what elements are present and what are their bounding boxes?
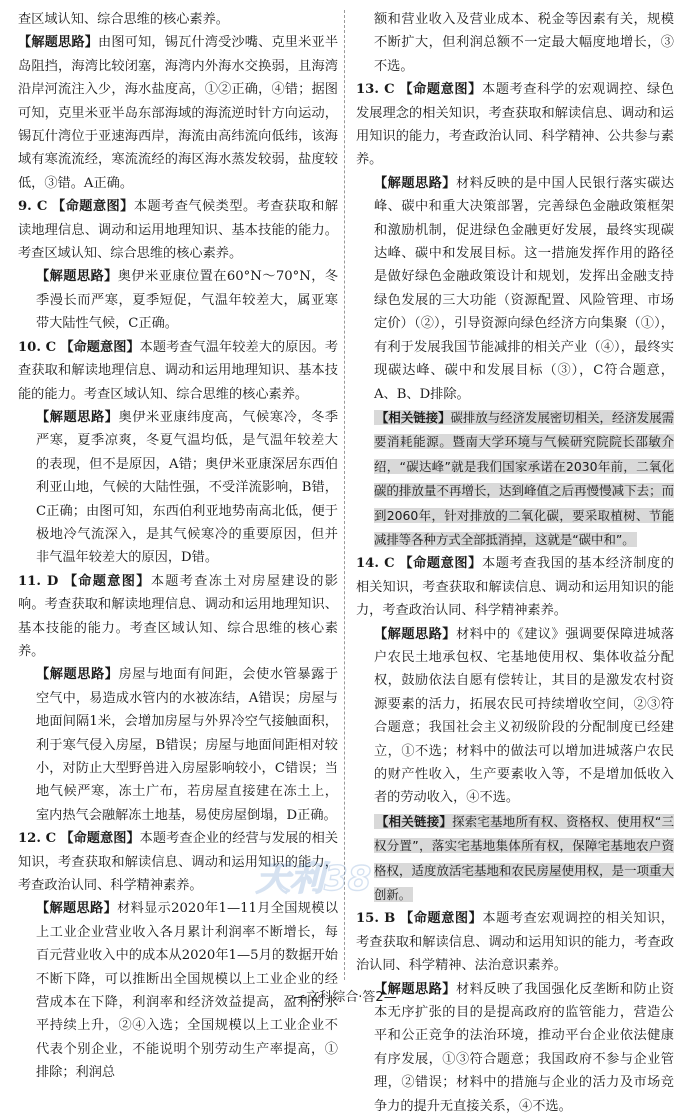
intent-text: 本题考查企业的经营与发展的相关知识，考查获取和解读信息、调动和运用知识的能力，考查政治认同、科学精神素养。 <box>18 831 339 894</box>
paragraph: 额和营业收入及营业成本、税金等因素有关，规模不断扩大，但利润总额不一定最大幅度地增长，③不选。 <box>374 12 674 74</box>
solution-text: 房屋与地面有间距，会使水管暴露于空气中，易造成水管内的水被冻结，A错误；房屋与地面间隔1米，会增加房屋与外界冷空气接触面积，利于寒气侵入房屋，B错误；房屋与地面间距相对较小，对防止大型野兽进入房屋影响较小，C错误；当地气候严寒，冻土广布，若房屋直接建在冻土上，室内热气会融解冻土地基，易使房屋倒塌，D正确。 <box>36 667 339 823</box>
question-number: 13. C <box>356 82 395 98</box>
question-15 <box>356 907 674 977</box>
solution-paragraph <box>18 31 338 195</box>
question-number: 15. B <box>356 911 396 927</box>
solution-tag: 【解题思路】 <box>374 175 456 191</box>
question-12 <box>18 827 338 897</box>
solution-paragraph <box>18 663 338 827</box>
solution-text: 由图可知，锡瓦什湾受沙嘴、克里米亚半岛阻挡，海湾比较闭塞，海湾内外海水交换弱，且海湾沿岸河流注入少，海水盐度高，①②正确，④错；据图可知，克里米亚半岛东部海域的海流逆时针方向运动，锡瓦什湾位于亚速海西岸，海流由高纬流向低纬，该海域有寒流流经，寒流流经的海区海水蒸发较弱，盐度较低，③错。A正确。 <box>18 35 339 191</box>
intent-text: 本题考查宏观调控的相关知识，考查获取和解读信息、调动和运用知识的能力，考查政治认同、科学精神、法治意识素养。 <box>356 911 674 974</box>
intent-tag: 【命题意图】 <box>399 556 482 572</box>
intent-tag: 【命题意图】 <box>51 199 134 215</box>
solution-paragraph <box>18 406 338 570</box>
solution-text: 奥伊米亚康纬度高，气候寒冷，冬季严寒，夏季凉爽，冬夏气温均低，是气温年较差大的表现，但不是原因，A错；奥伊米亚康深居东西伯利亚山地，气候的大陆性强，不受洋流影响，B错，C正确；由图可知，东西伯利亚地势南高北低，便于极地冷气流深入，是其气候寒冷的重要原因，但并非气温年较差大的原因，D错。 <box>36 409 339 566</box>
question-number: 10. C <box>18 339 57 355</box>
link-text: 探索宅基地所有权、资格权、使用权“三权分置”，落实宅基地集体所有权，保障宅基地农户资格权，适度放活宅基地和农民房屋使用权，是一项重大创新。 <box>374 813 675 903</box>
related-link <box>374 410 674 547</box>
link-text: 碳排放与经济发展密切相关，经济发展需要消耗能源。暨南大学环境与气候研究院院长邵敏介绍，“碳达峰”就是我们国家承诺在2030年前，二氧化碳的排放量不再增长，达到峰值之后再慢慢减下去；而到2060年，针对排放的二氧化碳，要采取植树、节能减排等各种方式全部抵消掉，这就是“碳中和”。 <box>374 409 675 547</box>
solution-tag: 【解题思路】 <box>36 667 119 683</box>
question-14 <box>356 552 674 622</box>
question-11 <box>18 570 338 664</box>
intent-text: 本题考查我国的基本经济制度的相关知识，考查获取和解读信息、调动和运用知识的能力，考查政治认同、科学精神素养。 <box>356 556 674 619</box>
paragraph: 查区域认知、综合思维的核心素养。 <box>18 12 229 27</box>
intent-tag: 【命题意图】 <box>60 831 140 847</box>
question-9 <box>18 195 338 265</box>
solution-tag: 【解题思路】 <box>374 981 456 997</box>
watermark-text: 天利38 <box>256 859 372 899</box>
solution-text: 材料显示2020年1—11月全国规模以上工业企业营业收入各月累计利润率不断增长，每百元营业收入中的成本从2020年1—5月的数据开始不断下降，可以推断出全国规模以上工业企业的经营成本在下降，利润率和经济效益提高，盈利的水平持续上升，②④入选；全国规模以上工业企业不代表个别企业，不能说明个别劳动生产率提高，①排除；利润总 <box>36 901 339 1081</box>
link-tag: 【相关链接】 <box>376 813 453 829</box>
question-number: 12. C <box>18 831 57 847</box>
intent-tag: 【命题意图】 <box>399 911 483 927</box>
solution-paragraph <box>18 265 338 335</box>
solution-text: 材料反映了我国强化反垄断和防止资本无序扩张的目的是提高政府的监管能力，营造公平和公正竞争的法治环境，推动平台企业依法健康有序发展，①③符合题意；我国政府不参与企业管理，②错误；材料中的措施与企业的活力及市场竞争力的提升无直接关系，④不选。 <box>374 981 675 1114</box>
solution-tag: 【解题思路】 <box>36 409 119 425</box>
intent-tag: 【命题意图】 <box>399 82 482 98</box>
intent-text: 本题考查气候类型。考查获取和解读地理信息、调动和运用地理知识、基本技能的能力。考查区域认知、综合思维的核心素养。 <box>18 199 339 262</box>
solution-paragraph <box>356 623 674 810</box>
intent-tag: 【命题意图】 <box>63 573 151 589</box>
question-number: 11. D <box>18 573 59 589</box>
page-footer: —文科综合·答2— <box>293 990 397 1005</box>
solution-tag: 【解题思路】 <box>18 35 99 51</box>
intent-text: 本题考查冻土对房屋建设的影响。考查获取和解读地理信息、调动和运用地理知识、基本技能的能力。考查区域认知、综合思维的核心素养。 <box>18 573 338 659</box>
related-link-box <box>356 406 674 552</box>
column-divider <box>344 10 345 980</box>
question-number: 14. C <box>356 556 395 572</box>
question-13 <box>356 78 674 172</box>
solution-text: 材料反映的是中国人民银行落实碳达峰、碳中和重大决策部署，完善绿色金融政策框架和激励机制，促进绿色金融更好发展，最终实现碳达峰、碳中和发展目标。这一措施发挥作用的路径是做好绿色金融政策设计和规划，发挥出金融支持绿色发展的三大功能（资源配置、风险管理、市场定价）（②），引导资源向绿色经济方向集聚（①），有利于发展我国节能减排的相关产业（④），最终实现碳达峰、碳中和发展目标（③），C符合题意，A、B、D排除。 <box>374 175 675 402</box>
related-link <box>374 814 674 902</box>
solution-tag: 【解题思路】 <box>36 901 118 917</box>
link-tag: 【相关链接】 <box>376 409 451 425</box>
right-column <box>356 8 674 1118</box>
solution-tag: 【解题思路】 <box>36 269 118 285</box>
left-column <box>18 8 338 1085</box>
intent-text: 本题考查科学的宏观调控、绿色发展理念的相关知识，考查获取和解读信息、调动和运用知识的能力，考查政治认同、科学精神、公共参与素养。 <box>356 82 674 168</box>
solution-paragraph <box>356 172 674 406</box>
solution-text: 材料中的《建议》强调要保障进城落户农民土地承包权、宅基地使用权、集体收益分配权，鼓励依法自愿有偿转让，其目的是激发农村资源要素的活力，拓展农民可持续增收空间，②③符合题意；我国社会主义初级阶段的分配制度已经建立，①不选；材料中的做法可以增加进城落户农民的财产性收入，生产要素收入等，不是增加低收入者的劳动收入，④不选。 <box>374 626 675 806</box>
related-link-box <box>356 810 674 908</box>
question-number: 9. C <box>18 199 48 215</box>
intent-text: 本题考查气温年较差大的原因。考查获取和解读地理信息、调动和运用地理知识、基本技能的能力。考查区域认知、综合思维的核心素养。 <box>18 339 339 402</box>
intent-tag: 【命题意图】 <box>60 339 140 355</box>
question-10 <box>18 336 338 406</box>
solution-text: 奥伊米亚康位置在60°N～70°N，冬季漫长而严寒，夏季短促，气温年较差大，属亚寒带大陆性气候，C正确。 <box>36 269 339 332</box>
solution-tag: 【解题思路】 <box>374 626 456 642</box>
